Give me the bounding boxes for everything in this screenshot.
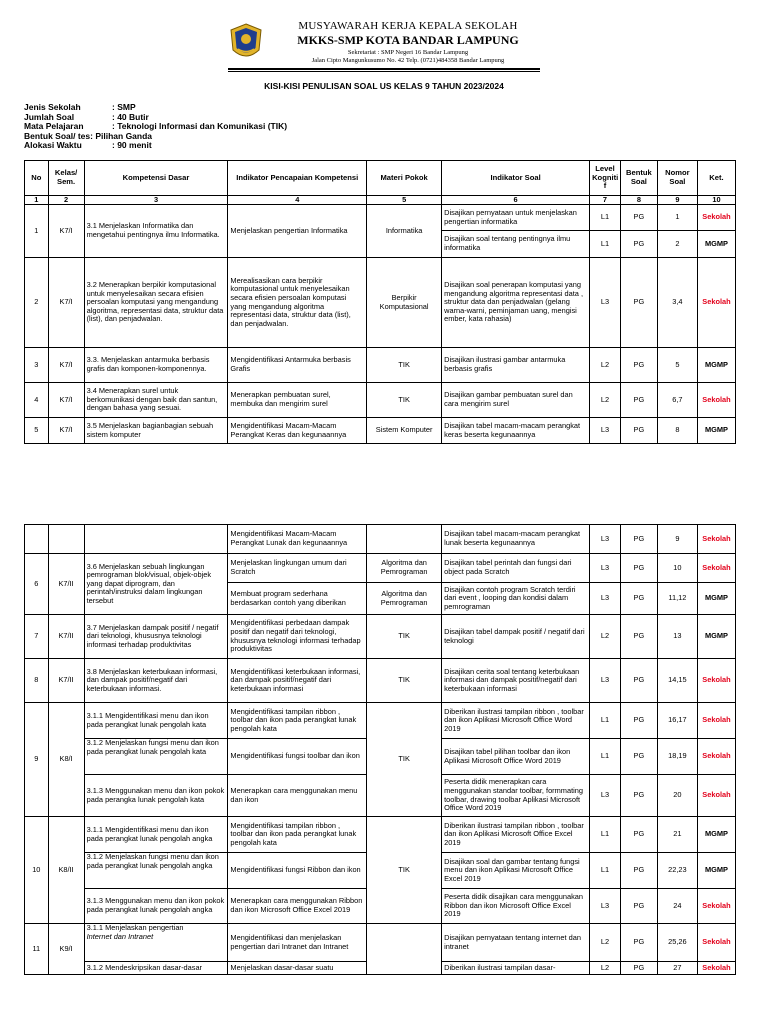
cell-level: L3 — [590, 775, 621, 817]
cell-bentuk: PG — [620, 703, 657, 739]
meta-value: : 40 Butir — [112, 111, 149, 122]
cell-materi: Algoritma dan Pemrograman — [367, 583, 442, 615]
cell-ket: Sekolah — [697, 775, 735, 817]
cell-level: L1 — [590, 853, 621, 889]
cell-materi: Informatika — [367, 205, 442, 258]
cell-kd: 3.6 Menjelaskan sebuah lingkungan pemrograman blok/visual, objek-objek yang dapat diprogram, dan perintah/instruksi dalam lingkungan tersebut — [84, 554, 228, 615]
cell-kelas: K7/I — [48, 348, 84, 383]
cell-indikator-soal: Disajikan cerita soal tentang keterbukaan informasi dan dampak positif/negatif dari keterbukaan informasi — [442, 659, 590, 703]
cell-ipk: Menjelaskan pengertian Informatika — [228, 205, 367, 258]
cell-kd: 3.3. Menjelaskan antarmuka berbasis grafis dan komponen-komponennya. — [84, 348, 228, 383]
cell-ket: MGMP — [697, 418, 735, 444]
kop-divider-thin — [228, 71, 540, 72]
cell-ipk: Merealisasikan cara berpikir komputasional untuk menyelesaikan secara efisien persoalan komputasi yang mengandung algoritma representasi data, struktur data (list), dan penjadwalan. — [228, 258, 367, 348]
cell-ket: Sekolah — [697, 659, 735, 703]
cell-kd: 3.8 Menjelaskan keterbukaan informasi, dan dampak positif/negatif dari keterbukaan informasi. — [84, 659, 228, 703]
cell-ipk: Mengidentifikasi fungsi Ribbon dan ikon — [228, 853, 367, 889]
cell-nomor: 21 — [657, 817, 697, 853]
cell-bentuk: PG — [620, 383, 657, 418]
cell-indikator-soal: Disajikan tabel perintah dan fungsi dari object pada Scratch — [442, 554, 590, 583]
cell-no: 11 — [25, 924, 49, 975]
cell-level: L3 — [590, 659, 621, 703]
cell-indikator-soal: Peserta didik menerapkan cara menggunakan standar toolbar, formmating toolbar, drawing toolbar Aplikasi Microsoft Office Word 2019 — [442, 775, 590, 817]
cell-ket: Sekolah — [697, 383, 735, 418]
header-ket: Ket. — [697, 161, 735, 196]
cell-nomor: 8 — [657, 418, 697, 444]
cell-no: 1 — [25, 205, 49, 258]
cell-ket: Sekolah — [697, 258, 735, 348]
cell-kd: 3.1.2 Menjelaskan fungsi menu dan ikon pada perangkat lunak pengolah angka — [84, 853, 228, 889]
table-row — [25, 615, 736, 659]
cell-kelas: K7/I — [48, 205, 84, 258]
header-kelas: Kelas/ Sem. — [48, 161, 84, 196]
cell-indikator-soal: Disajikan tabel macam-macam perangkat lunak beserta kegunaannya — [442, 525, 590, 554]
cell-bentuk: PG — [620, 583, 657, 615]
cell-nomor: 11,12 — [657, 583, 697, 615]
cell-bentuk: PG — [620, 924, 657, 962]
cell-bentuk: PG — [620, 231, 657, 258]
cell-bentuk: PG — [620, 962, 657, 975]
cell-bentuk: PG — [620, 418, 657, 444]
cell-ipk: Membuat program sederhana berdasarkan contoh yang diberikan — [228, 583, 367, 615]
kop-line-3: Sekretariat : SMP Negeri 16 Bandar Lampung — [347, 49, 469, 56]
cell-kelas: K7/II — [48, 659, 84, 703]
cell-indikator-soal: Disajikan pernyataan untuk menjelaskan pengertian informatika — [442, 205, 590, 231]
cell-nomor: 22,23 — [657, 853, 697, 889]
header-nomor: Nomor Soal — [657, 161, 697, 196]
cell-no: 2 — [25, 258, 49, 348]
cell-level: L3 — [590, 418, 621, 444]
cell-kelas: K9/I — [48, 924, 84, 975]
cell-ipk: Menjelaskan dasar-dasar suatu — [228, 962, 367, 975]
cell-kd: 3.1.3 Menggunakan menu dan ikon pokok pada perangkat lunak pengolah angka — [84, 889, 228, 924]
cell-kelas: K7/I — [48, 418, 84, 444]
cell-no: 6 — [25, 554, 49, 615]
cell-ket: Sekolah — [697, 554, 735, 583]
cell-indikator-soal: Disajikan gambar pembuatan surel dan cara mengirim surel — [442, 383, 590, 418]
cell-bentuk: PG — [620, 348, 657, 383]
cell-kelas: K8/II — [48, 817, 84, 924]
cell-bentuk: PG — [620, 554, 657, 583]
kd-italic-text: Internet dan Intranet — [86, 931, 154, 941]
header-ipk: Indikator Pencapaian Kompetensi — [228, 161, 367, 196]
cell-nomor: 6,7 — [657, 383, 697, 418]
cell-ipk: Menerapkan cara menggunakan menu dan ikon — [228, 775, 367, 817]
cell-bentuk: PG — [620, 739, 657, 775]
cell-kd: 3.1.2 Mendeskripsikan dasar-dasar — [84, 962, 228, 975]
cell-materi: Sistem Komputer — [367, 418, 442, 444]
cell-indikator-soal: Diberikan ilustrasi tampilan ribbon , toolbar dan ikon Aplikasi Microsoft Office Word 2019 — [442, 703, 590, 739]
cell-ket: MGMP — [697, 348, 735, 383]
cell-kd: 3.4 Menerapkan surel untuk berkomunikasi dengan baik dan santun, dengan bahasa yang sesuai. — [84, 383, 228, 418]
school-emblem-icon — [228, 22, 264, 62]
document-title: KISI-KISI PENULISAN SOAL US KELAS 9 TAHUN 2023/2024 — [264, 81, 504, 91]
cell-level: L1 — [590, 817, 621, 853]
cell-level: L3 — [590, 889, 621, 924]
cell-level: L2 — [590, 615, 621, 659]
cell-ket: Sekolah — [697, 889, 735, 924]
table-row — [25, 924, 736, 962]
cell-indikator-soal: Disajikan ilustrasi gambar antarmuka berbasis grafis — [442, 348, 590, 383]
cell-level: L3 — [590, 258, 621, 348]
kop-line-1: MUSYAWARAH KERJA KEPALA SEKOLAH — [298, 20, 518, 32]
table-row — [25, 703, 736, 739]
meta-key: Jenis Sekolah — [24, 102, 81, 112]
cell-bentuk: PG — [620, 775, 657, 817]
cell-ipk: Mengidentifikasi tampilan ribbon , toolbar dan ikon pada perangkat lunak pengolah kata — [228, 817, 367, 853]
meta-key: Alokasi Waktu — [24, 140, 82, 151]
cell-bentuk: PG — [620, 615, 657, 659]
cell-kd: 3.1 Menjelaskan Informatika dan mengetahui pentingnya ilmu Informatika. — [84, 205, 228, 258]
header-level: Level Kogniti f — [590, 161, 621, 196]
cell-no: 5 — [25, 418, 49, 444]
cell-ket: MGMP — [697, 853, 735, 889]
meta-key: Bentuk Soal/ tes: — [24, 130, 93, 141]
header-indikator-soal: Indikator Soal — [442, 161, 590, 196]
col-number: 4 — [228, 196, 367, 205]
cell-indikator-soal: Disajikan tabel pilihan toolbar dan ikon Aplikasi Microsoft Office Word 2019 — [442, 739, 590, 775]
cell-kelas: K7/II — [48, 615, 84, 659]
cell-indikator-soal: Disajikan soal penerapan komputasi yang mengandung algoritma representasi data , struktur data dan penjadwalan (gelang warna-warni, peminjaman uang, mengisi ember, kata rahasia) — [442, 258, 590, 348]
cell-no: 9 — [25, 703, 49, 817]
cell-materi: TIK — [367, 383, 442, 418]
cell-bentuk: PG — [620, 817, 657, 853]
cell-ipk: Mengidentifikasi fungsi toolbar dan ikon — [228, 739, 367, 775]
col-number: 10 — [697, 196, 735, 205]
cell-materi: TIK — [367, 615, 442, 659]
cell-indikator-soal: Disajikan tabel dampak positif / negatif dari teknologi — [442, 615, 590, 659]
kop-line-2: MKKS-SMP KOTA BANDAR LAMPUNG — [297, 33, 519, 47]
cell-no: 3 — [25, 348, 49, 383]
cell-kelas — [48, 525, 84, 554]
table-row — [25, 418, 736, 444]
cell-indikator-soal: Disajikan tabel macam-macam perangkat keras beserta kegunaannya — [442, 418, 590, 444]
cell-level: L2 — [590, 383, 621, 418]
col-number: 5 — [367, 196, 442, 205]
cell-nomor: 1 — [657, 205, 697, 231]
col-number: 9 — [657, 196, 697, 205]
col-number: 1 — [25, 196, 49, 205]
cell-ipk: Menerapkan pembuatan surel, membuka dan mengirim surel — [228, 383, 367, 418]
cell-bentuk: PG — [620, 205, 657, 231]
cell-level: L2 — [590, 962, 621, 975]
cell-kd: 3.1.1 Mengidentifikasi menu dan ikon pada perangkat lunak pengolah kata — [84, 703, 228, 739]
cell-nomor: 3,4 — [657, 258, 697, 348]
cell-ipk: Mengidentifikasi tampilan ribbon , toolbar dan ikon pada perangkat lunak pengolah kata — [228, 703, 367, 739]
cell-nomor: 24 — [657, 889, 697, 924]
cell-indikator-soal: Disajikan soal tentang pentingnya ilmu informatika — [442, 231, 590, 258]
col-number: 8 — [620, 196, 657, 205]
cell-materi: TIK — [367, 817, 442, 924]
col-number: 3 — [84, 196, 228, 205]
cell-indikator-soal: Disajikan contoh program Scratch terdiri dari event , looping dan kondisi dalam pemrograman — [442, 583, 590, 615]
header-materi: Materi Pokok — [367, 161, 442, 196]
table-row — [25, 383, 736, 418]
cell-ket: Sekolah — [697, 703, 735, 739]
cell-ket: Sekolah — [697, 205, 735, 231]
cell-level: L3 — [590, 525, 621, 554]
cell-nomor: 13 — [657, 615, 697, 659]
cell-kelas: K7/I — [48, 258, 84, 348]
header-bentuk: Bentuk Soal — [620, 161, 657, 196]
cell-no: 4 — [25, 383, 49, 418]
cell-ipk: Mengidentifikasi Macam-Macam Perangkat Lunak dan kegunaannya — [228, 525, 367, 554]
cell-bentuk: PG — [620, 525, 657, 554]
cell-ket: Sekolah — [697, 525, 735, 554]
cell-no: 7 — [25, 615, 49, 659]
cell-ipk: Mengidentifikasi dan menjelaskan pengertian dari Intranet dan Intranet — [228, 924, 367, 962]
cell-indikator-soal: Disajikan pernyataan tentang internet dan intranet — [442, 924, 590, 962]
cell-nomor: 18,19 — [657, 739, 697, 775]
cell-kd — [84, 525, 228, 554]
col-number: 2 — [48, 196, 84, 205]
col-number: 7 — [590, 196, 621, 205]
cell-ket: MGMP — [697, 583, 735, 615]
cell-materi: Berpikir Komputasional — [367, 258, 442, 348]
cell-no: 8 — [25, 659, 49, 703]
cell-ipk: Mengidentifikasi perbedaan dampak positif dan negatif dari teknologi, khususnya teknologi informasi terhadap produktivitas — [228, 615, 367, 659]
cell-ipk: Menerapkan cara menggunakan Ribbon dan ikon Microsoft Office Excel 2019 — [228, 889, 367, 924]
header-no: No — [25, 161, 49, 196]
cell-nomor: 10 — [657, 554, 697, 583]
cell-ipk: Mengidentifikasi keterbukaan informasi, dan dampak positif/negatif dari keterbukaan informasi — [228, 659, 367, 703]
cell-kd: 3.1.1 Mengidentifikasi menu dan ikon pada perangkat lunak pengolah angka — [84, 817, 228, 853]
cell-kd — [84, 924, 228, 962]
cell-bentuk: PG — [620, 659, 657, 703]
kop-divider — [228, 68, 540, 70]
kisi-kisi-table-page-1 — [24, 160, 736, 444]
cell-kelas: K7/II — [48, 554, 84, 615]
cell-level: L1 — [590, 739, 621, 775]
cell-level: L1 — [590, 231, 621, 258]
cell-ket: Sekolah — [697, 739, 735, 775]
cell-kd: 3.7 Menjelaskan dampak positif / negatif dari teknologi, khususnya teknologi informasi terhadap produktivitas — [84, 615, 228, 659]
cell-bentuk: PG — [620, 853, 657, 889]
cell-indikator-soal: Diberikan ilustrasi tampilan ribbon , toolbar dan ikon Aplikasi Microsoft Office Excel 2019 — [442, 817, 590, 853]
cell-nomor: 9 — [657, 525, 697, 554]
cell-nomor: 16,17 — [657, 703, 697, 739]
table-row — [25, 554, 736, 583]
meta-key: Mata Pelajaran — [24, 121, 84, 132]
cell-level: L1 — [590, 205, 621, 231]
document-meta — [24, 103, 287, 151]
cell-kelas: K8/I — [48, 703, 84, 817]
cell-ket: Sekolah — [697, 962, 735, 975]
table-row — [25, 258, 736, 348]
cell-ipk: Mengidentifikasi Antarmuka berbasis Grafis — [228, 348, 367, 383]
cell-materi: TIK — [367, 703, 442, 817]
cell-level: L3 — [590, 583, 621, 615]
cell-ket: MGMP — [697, 817, 735, 853]
cell-kd: 3.1.2 Menjelaskan fungsi menu dan ikon pada perangkat lunak pengolah kata — [84, 739, 228, 775]
meta-value: : Teknologi Informasi dan Komunikasi (TIK) — [112, 121, 288, 132]
kop-line-4: Jalan Cipto Mangunkusumo No. 42 Telp. (0721)484358 Bandar Lampung — [311, 57, 505, 64]
header-kd: Kompetensi Dasar — [84, 161, 228, 196]
kisi-kisi-table-page-2 — [24, 524, 736, 975]
table-row — [25, 205, 736, 231]
table-row — [25, 525, 736, 554]
cell-bentuk: PG — [620, 258, 657, 348]
cell-ket: MGMP — [697, 615, 735, 659]
cell-nomor: 5 — [657, 348, 697, 383]
cell-indikator-soal: Peserta didik disajikan cara menggunakan Ribbon dan ikon Microsoft Office Excel 2019 — [442, 889, 590, 924]
cell-kelas: K7/I — [48, 383, 84, 418]
cell-materi: TIK — [367, 348, 442, 383]
cell-no — [25, 525, 49, 554]
cell-materi: TIK — [367, 659, 442, 703]
cell-indikator-soal: Disajikan soal dan gambar tentang fungsi menu dan ikon Aplikasi Microsoft Office Excel 2019 — [442, 853, 590, 889]
cell-kd: 3.2 Menerapkan berpikir komputasional untuk menyelesaikan secara efisien persoalan komputasi yang mengandung algoritma, representasi data, struktur data (list), dan penjadwalan. — [84, 258, 228, 348]
column-number-row — [25, 196, 736, 205]
cell-bentuk: PG — [620, 889, 657, 924]
cell-level: L3 — [590, 554, 621, 583]
table-header-row — [25, 161, 736, 196]
cell-nomor: 20 — [657, 775, 697, 817]
cell-ipk: Menjelaskan lingkungan umum dari Scratch — [228, 554, 367, 583]
cell-nomor: 25,26 — [657, 924, 697, 962]
table-row — [25, 348, 736, 383]
cell-ket: MGMP — [697, 231, 735, 258]
cell-level: L2 — [590, 348, 621, 383]
cell-level: L2 — [590, 924, 621, 962]
meta-value: Pilihan Ganda — [95, 130, 153, 141]
meta-key: Jumlah Soal — [24, 111, 75, 122]
meta-value: : 90 menit — [112, 140, 152, 151]
col-number: 6 — [442, 196, 590, 205]
cell-materi: Algoritma dan Pemrograman — [367, 554, 442, 583]
cell-indikator-soal: Diberikan ilustrasi tampilan dasar- — [442, 962, 590, 975]
cell-materi — [367, 924, 442, 975]
cell-ipk: Mengidentifikasi Macam-Macam Perangkat Keras dan kegunaannya — [228, 418, 367, 444]
letterhead — [0, 0, 768, 80]
cell-ket: Sekolah — [697, 924, 735, 962]
cell-materi — [367, 525, 442, 554]
cell-level: L1 — [590, 703, 621, 739]
cell-kd: 3.1.3 Menggunakan menu dan ikon pokok pada perangka lunak pengolah kata — [84, 775, 228, 817]
cell-no: 10 — [25, 817, 49, 924]
meta-value: : SMP — [112, 102, 136, 112]
cell-nomor: 27 — [657, 962, 697, 975]
kd-text: 3.1.1 Menjelaskan pengertian — [86, 923, 184, 932]
cell-nomor: 14,15 — [657, 659, 697, 703]
cell-kd: 3.5 Menjelaskan bagianbagian sebuah sistem komputer — [84, 418, 228, 444]
cell-nomor: 2 — [657, 231, 697, 258]
table-row — [25, 659, 736, 703]
meta-row — [24, 141, 287, 151]
table-row — [25, 817, 736, 853]
